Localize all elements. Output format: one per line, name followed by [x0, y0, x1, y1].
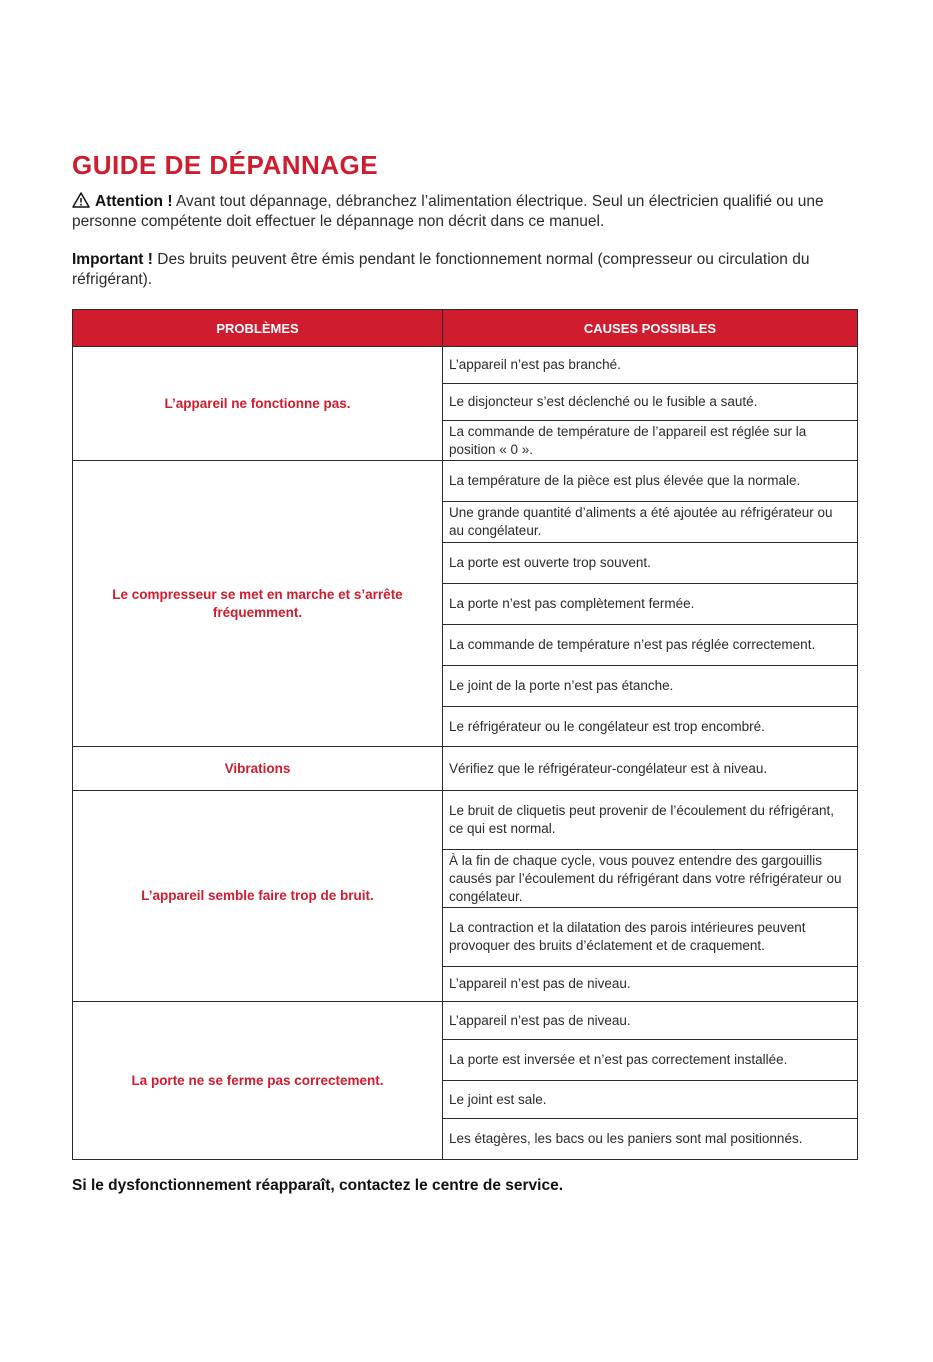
cause-cell: L’appareil n’est pas de niveau.: [443, 1002, 858, 1040]
problem-cell: Vibrations: [73, 747, 443, 791]
problem-cell: L’appareil ne fonctionne pas.: [73, 347, 443, 461]
cause-cell: La porte n’est pas complètement fermée.: [443, 584, 858, 625]
cause-cell: Le réfrigérateur ou le congélateur est trop encombré.: [443, 707, 858, 747]
table-row: [73, 461, 858, 502]
cause-cell: La porte est ouverte trop souvent.: [443, 543, 858, 584]
important-text: Des bruits peuvent être émis pendant le fonctionnement normal (compresseur ou circulation du réfrigérant).: [72, 251, 810, 288]
table-header-row: [73, 310, 858, 347]
problem-cell: Le compresseur se met en marche et s’arrête fréquemment.: [73, 461, 443, 747]
cause-cell: Une grande quantité d’aliments a été ajoutée au réfrigérateur ou au congélateur.: [443, 502, 858, 543]
problem-cell: L’appareil semble faire trop de bruit.: [73, 791, 443, 1002]
header-problems: PROBLÈMES: [73, 310, 443, 347]
problem-cell: La porte ne se ferme pas correctement.: [73, 1002, 443, 1160]
cause-cell: Le joint est sale.: [443, 1081, 858, 1119]
warning-triangle-icon: [72, 192, 90, 208]
cause-cell: La température de la pièce est plus élevée que la normale.: [443, 461, 858, 502]
cause-cell: Le disjoncteur s’est déclenché ou le fusible a sauté.: [443, 384, 858, 421]
footer-note: Si le dysfonctionnement réapparaît, contactez le centre de service.: [72, 1177, 564, 1194]
troubleshooting-table: [72, 309, 858, 1160]
cause-cell: Vérifiez que le réfrigérateur-congélateur est à niveau.: [443, 747, 858, 791]
cause-cell: La commande de température de l’appareil est réglée sur la position « 0 ».: [443, 421, 858, 461]
attention-text: Avant tout dépannage, débranchez l’alimentation électrique. Seul un électricien qualifié ou une personne compétente doit effectuer le dépannage non décrit dans ce manuel.: [72, 193, 824, 230]
cause-cell: La porte est inversée et n’est pas correctement installée.: [443, 1040, 858, 1081]
cause-cell: Le joint de la porte n’est pas étanche.: [443, 666, 858, 707]
important-label: Important !: [72, 251, 153, 268]
table-row: [73, 791, 858, 850]
attention-label: Attention !: [95, 193, 173, 210]
cause-cell: À la fin de chaque cycle, vous pouvez entendre des gargouillis causés par l’écoulement du réfrigérant dans votre réfrigérateur ou congélateur.: [443, 850, 858, 908]
table-row: [73, 747, 858, 791]
important-paragraph: [72, 250, 862, 290]
attention-paragraph: [72, 192, 862, 232]
table-row: [73, 1002, 858, 1040]
page-title: GUIDE DE DÉPANNAGE: [72, 150, 379, 180]
cause-cell: Le bruit de cliquetis peut provenir de l’écoulement du réfrigérant, ce qui est normal.: [443, 791, 858, 850]
header-causes: CAUSES POSSIBLES: [443, 310, 858, 347]
cause-cell: L’appareil n’est pas branché.: [443, 347, 858, 384]
cause-cell: La contraction et la dilatation des parois intérieures peuvent provoquer des bruits d’éclatement et de craquement.: [443, 908, 858, 967]
cause-cell: L’appareil n’est pas de niveau.: [443, 967, 858, 1002]
table-row: [73, 347, 858, 384]
cause-cell: Les étagères, les bacs ou les paniers sont mal positionnés.: [443, 1119, 858, 1160]
cause-cell: La commande de température n’est pas réglée correctement.: [443, 625, 858, 666]
